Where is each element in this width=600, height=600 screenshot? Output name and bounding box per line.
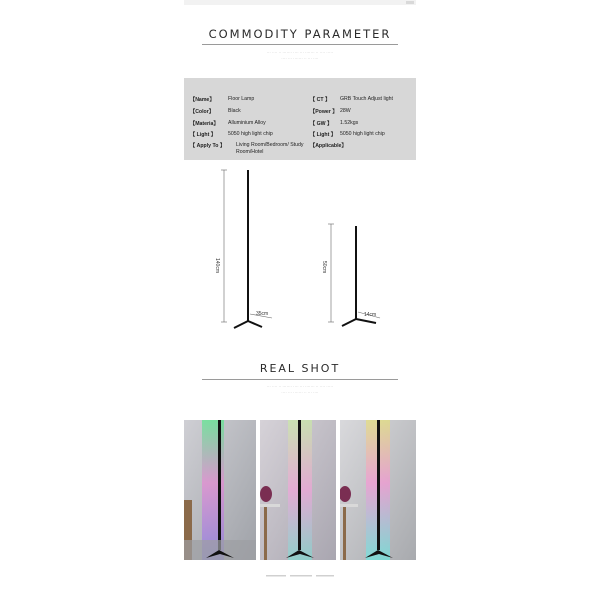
spec-value: 1.52kgs [340, 120, 359, 126]
real-shot-underline [202, 379, 398, 380]
spec-key: 【Applicable】 [310, 143, 347, 149]
real-shot-photo-1 [184, 420, 256, 560]
photo-1-art [184, 420, 256, 560]
photo-2-art [260, 420, 336, 560]
spec-key: 【 Light 】 [190, 132, 216, 138]
small-lamp-drawing [328, 224, 380, 326]
large-lamp-drawing [221, 170, 272, 328]
large-lamp-leg-left [234, 321, 248, 328]
commodity-parameter-title: COMMODITY PARAMETER [208, 27, 392, 41]
real-shot-photo-3 [340, 420, 416, 560]
spec-key: 【 Light 】 [310, 132, 336, 138]
spec-key: 【Color】 [190, 109, 214, 115]
photo-3-art [340, 420, 416, 560]
spec-key: 【 GW 】 [310, 121, 333, 127]
small-base-label: 14cm [364, 312, 377, 318]
spec-key: 【 CT 】 [310, 97, 331, 103]
fine-print-line-2: ···· ··· ······· ·· ··· ···· [281, 57, 319, 61]
large-base-label: 35cm [256, 311, 269, 317]
spec-value: Floor Lamp [228, 96, 255, 102]
fine-print-line-1: ··· ···· ·· ······· ···· ··· ······· ·· ···· ····· [266, 51, 334, 55]
spec-value: 5050 high light chip [228, 131, 273, 137]
real-shot-title: REAL SHOT [259, 362, 341, 375]
spec-value: Alluminium Alloy [228, 120, 266, 126]
spec-value: 28W [340, 108, 351, 114]
small-height-label: 50cm [321, 261, 327, 274]
spec-key: 【Name】 [190, 97, 215, 103]
real-shot-photo-2 [260, 420, 336, 560]
spec-key: 【Materia】 [190, 121, 219, 127]
spec-key: 【 Apply To 】 [190, 143, 226, 149]
real-shot-fine-2: ···· ··· ······· ·· ··· ···· [281, 391, 319, 395]
spec-key: 【Power 】 [310, 109, 338, 115]
real-shot-fine-1: ··· ···· ·· ······· ···· ··· ······· ·· ···· ····· [266, 385, 334, 389]
spec-value: 5050 high light chip [340, 131, 385, 137]
large-lamp-leg-right [248, 321, 262, 327]
small-lamp-leg-right [356, 319, 376, 323]
spec-value: GRB Touch Adjust light [340, 96, 393, 102]
large-height-label: 140cm [214, 258, 220, 274]
bottom-marks [196, 572, 404, 580]
spec-value: Living Room/Bedroom/ Study Room/Hotel [236, 142, 304, 155]
small-lamp-leg-left [342, 319, 356, 326]
spec-value: Black [228, 108, 241, 114]
